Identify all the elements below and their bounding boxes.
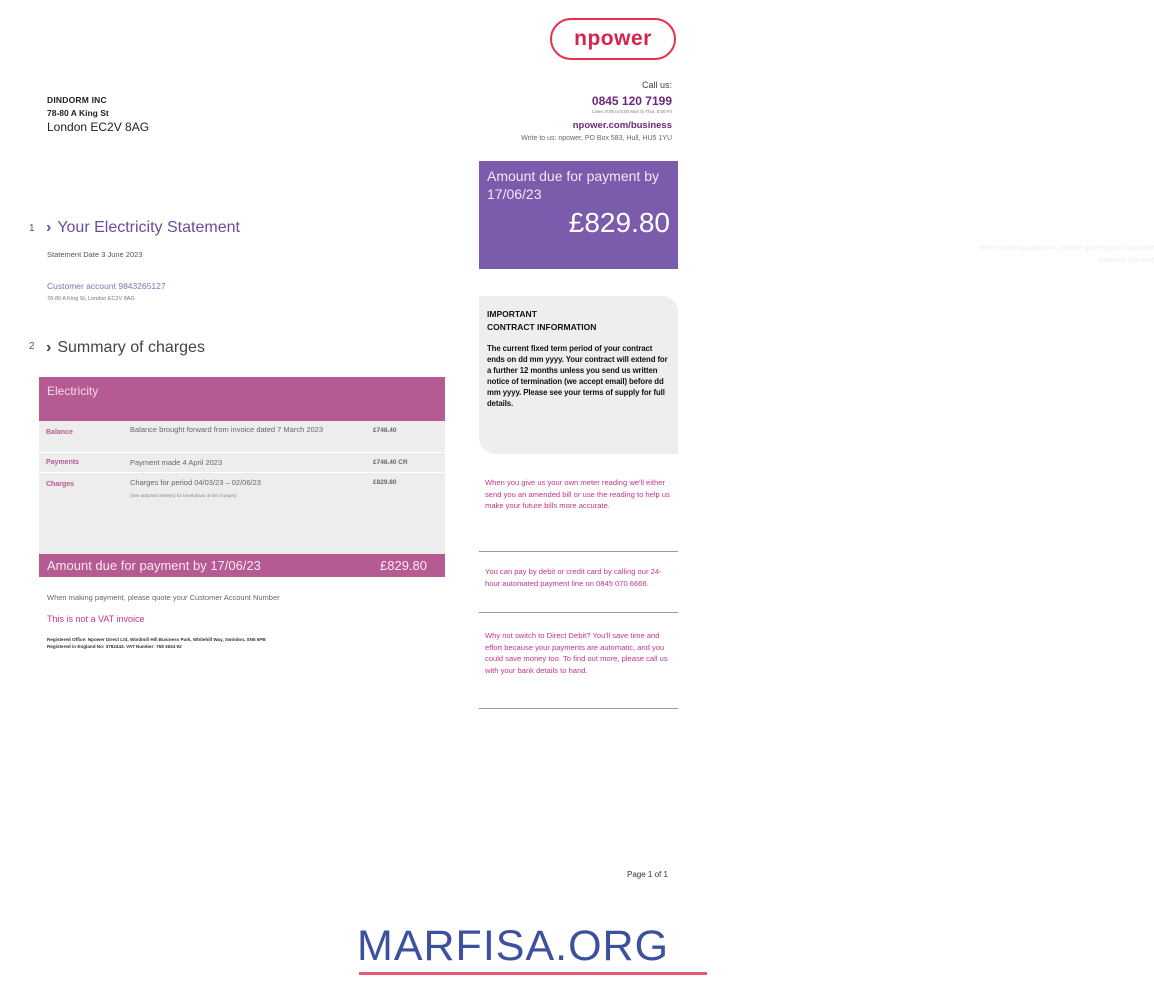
direct-debit-note: Why not switch to Direct Debit? You'll save time and effort because your payments are automatic, and you could save money too. To find out more, please call us with your bank details to hand. — [485, 631, 668, 675]
row-description-sub: (See attached sheet(s) for breakdown of the charges) — [130, 493, 237, 498]
table-row — [39, 453, 445, 473]
logo-text: npower — [574, 27, 652, 50]
page-number: Page 1 of 1 — [627, 870, 668, 879]
address-line-1: DINDORM INC — [47, 95, 107, 105]
charges-table — [39, 421, 445, 554]
row-label: Charges — [46, 481, 75, 488]
watermark: MARFISA.ORG — [357, 922, 670, 970]
section-2-number: 2 — [29, 341, 35, 352]
row-description: Payment made 4 April 2023 — [130, 458, 223, 467]
amount-due-value: £829.80 — [568, 207, 670, 238]
section-2-title — [46, 339, 205, 357]
quote-account-note: When making payment, please quote your Customer Account Number — [47, 593, 280, 602]
not-vat-invoice: This is not a VAT invoice — [47, 614, 145, 624]
statement-date: Statement Date 3 June 2023 — [47, 250, 143, 259]
registered-office — [47, 636, 266, 650]
meter-reading-note: When you give us your own meter reading we'll either send you an amended bill or use the reading to help us make your future bills more accurate. — [485, 478, 670, 510]
amount-due-bar-amount: £829.80 — [380, 558, 427, 573]
watermark-underline — [359, 972, 707, 975]
divider — [479, 551, 678, 552]
section-1-title-text: Your Electricity Statement — [57, 219, 240, 236]
row-value: £829.80 — [373, 479, 397, 486]
address-line-2: 78-80 A King St — [47, 108, 109, 118]
row-description: Balance brought forward from invoice dated 7 March 2023 — [130, 425, 324, 434]
divider — [479, 612, 678, 613]
amount-due-note: When making payment, please quote your Customer Account Number — [978, 243, 1154, 264]
website-link[interactable]: npower.com/business — [572, 120, 672, 131]
table-row — [39, 421, 445, 453]
important-contract-box — [479, 296, 678, 454]
call-us-label: Call us: — [641, 80, 672, 90]
row-value: £748.40 CR — [373, 459, 408, 466]
contract-info-body: The current fixed term period of your contract ends on dd mm yyyy. Your contract will extend for a further 12 months unless you send us written notice of termination (we accept email) before dd mm yyyy. Please see your terms of supply for full details. — [487, 344, 668, 408]
lines-open-text: Lines: 8:00 to 5:00 Mon to Thur, 5:00 Fri — [592, 109, 672, 114]
important-heading: IMPORTANT — [487, 309, 537, 319]
row-description-text: Charges for period 04/03/23 – 02/06/23 — [130, 478, 261, 487]
amount-due-title: Amount due for payment by 17/06/23 — [487, 168, 659, 202]
postal-address: Write to us: npower, PO Box 583, Hull, HU5 1YU — [521, 135, 672, 142]
contact-block — [442, 80, 672, 142]
row-label: Payments — [46, 459, 80, 466]
chevron-right-icon: › — [46, 219, 52, 236]
charges-header — [39, 377, 445, 421]
recipient-address — [47, 94, 149, 134]
section-1-number: 1 — [29, 223, 35, 234]
npower-logo — [550, 18, 676, 60]
amount-due-bar-label: Amount due for payment by 17/06/23 — [47, 558, 261, 573]
registered-line-2: Registered in England No: 3782443. VAT Number: 768 3634 92 — [47, 644, 182, 649]
row-label: Balance — [46, 429, 73, 436]
chevron-right-icon: › — [46, 339, 52, 356]
divider — [479, 708, 678, 709]
charges-header-label: Electricity — [47, 384, 99, 398]
amount-due-bar — [39, 554, 445, 577]
card-payment-note: You can pay by debit or credit card by calling our 24-hour automated payment line on 0845 070 6666. — [485, 567, 662, 588]
row-value: £748.40 — [373, 427, 397, 434]
account-address: 78-80 A King St, London EC2V 8AG — [47, 296, 135, 302]
contract-info-heading: CONTRACT INFORMATION — [487, 322, 597, 332]
table-row — [39, 473, 445, 554]
phone-number[interactable]: 0845 120 7199 — [591, 94, 672, 108]
section-1-title — [46, 219, 240, 237]
registered-line-1: Registered Office: Npower Direct Ltd, Windmill Hill Business Park, Whitehill Way, Swindon, SN5 6PB — [47, 637, 266, 642]
address-line-3: London EC2V 8AG — [47, 120, 150, 134]
customer-account: Customer account 9843265127 — [47, 281, 166, 291]
section-2-title-text: Summary of charges — [57, 339, 205, 356]
row-description — [130, 478, 360, 501]
amount-due-box — [479, 161, 1154, 269]
